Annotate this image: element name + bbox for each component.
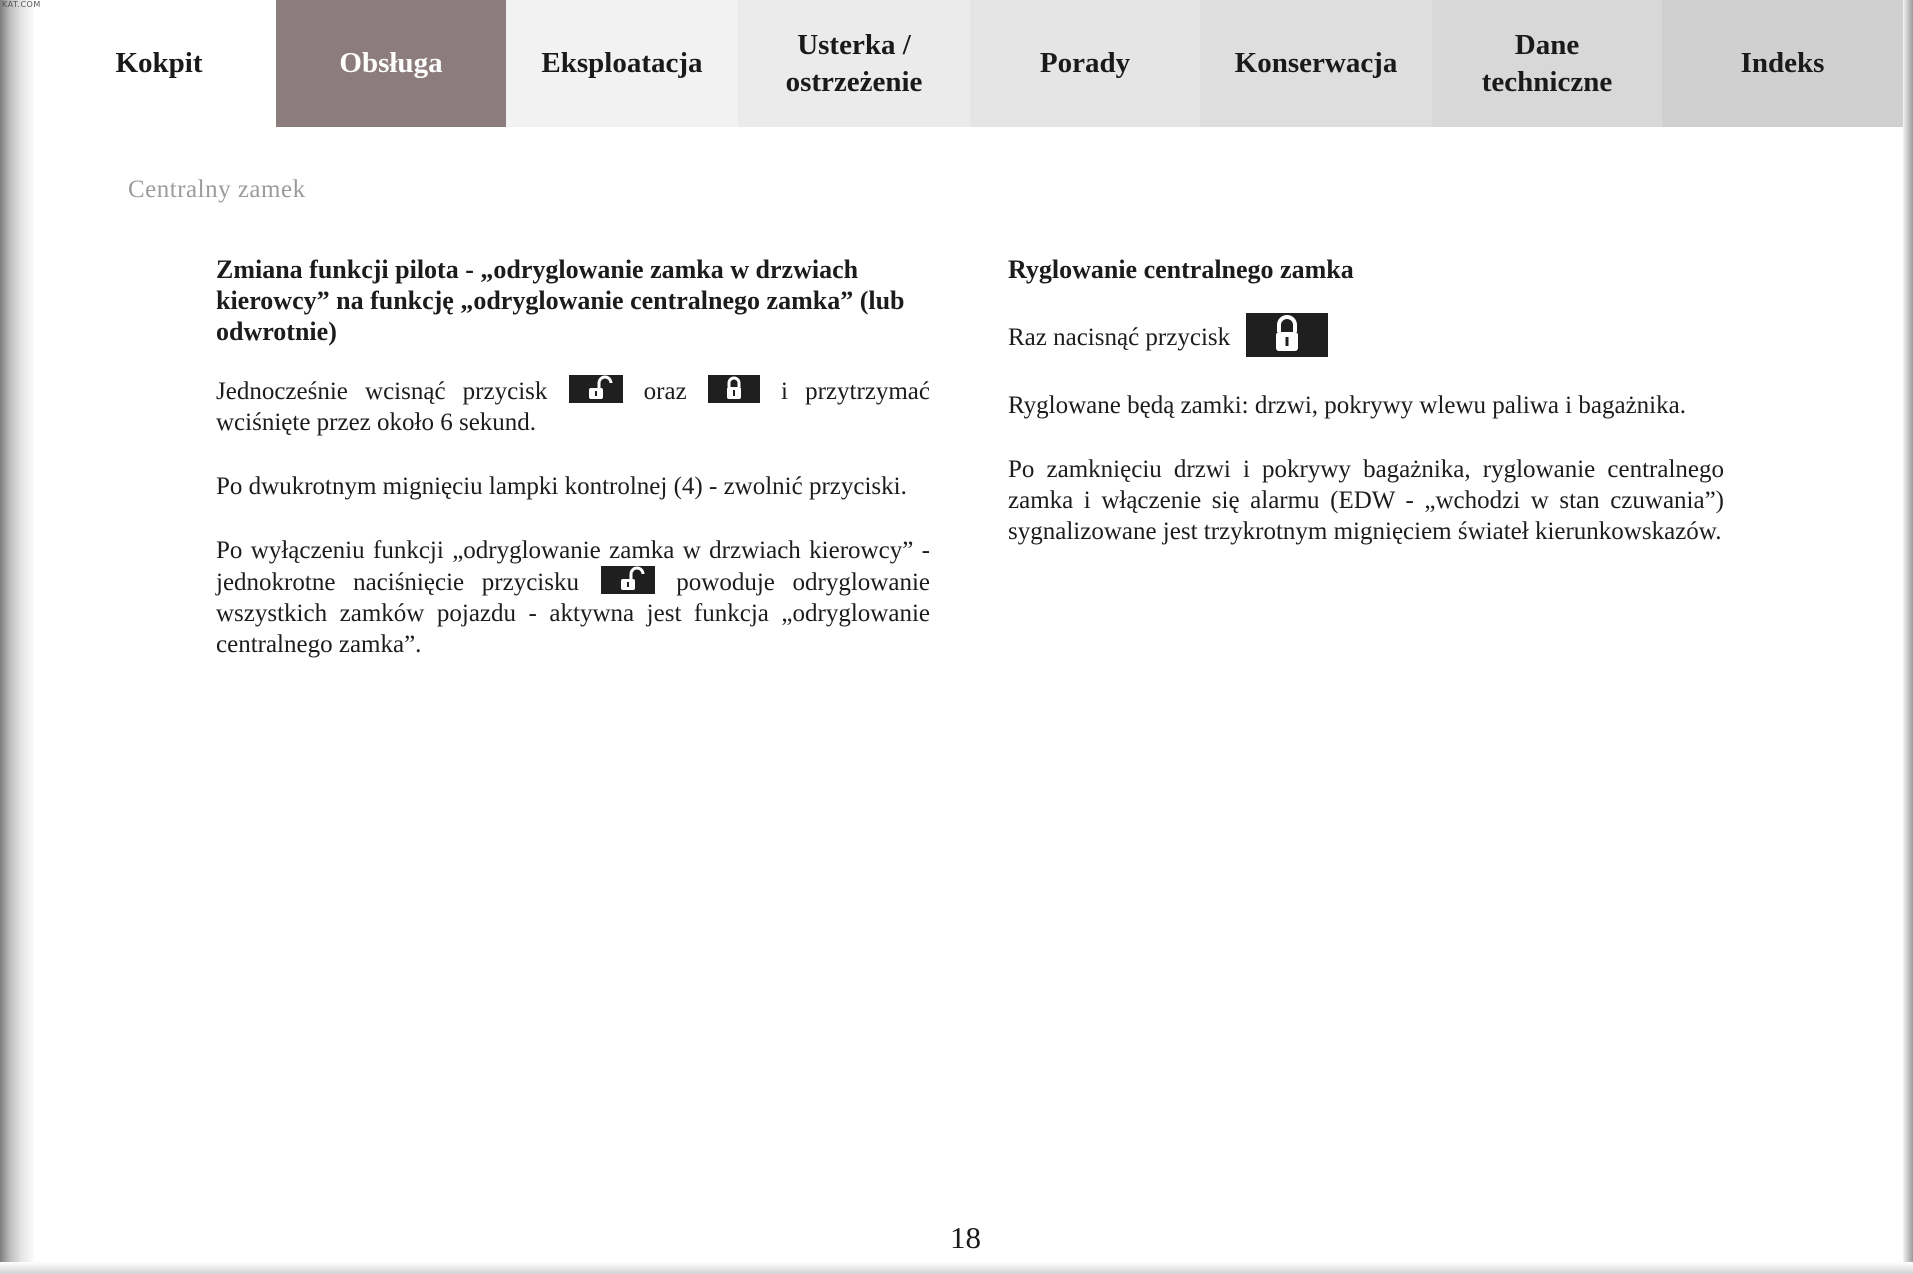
tab-label: Konserwacja bbox=[1234, 47, 1398, 80]
tab-kokpit[interactable] bbox=[42, 0, 276, 127]
tab-dane-techniczne[interactable] bbox=[1432, 0, 1662, 127]
tab-label: Porady bbox=[1039, 47, 1131, 80]
tab-obsluga[interactable] bbox=[276, 0, 506, 127]
scan-edge-right bbox=[1903, 0, 1913, 1274]
left-paragraph-1 bbox=[216, 375, 930, 438]
tab-label: Eksploatacja bbox=[541, 47, 703, 80]
scan-edge-bottom bbox=[0, 1262, 1913, 1274]
tab-label: Kokpit bbox=[115, 47, 203, 80]
tab-label: Obsługa bbox=[339, 47, 443, 80]
chapter-tabs bbox=[42, 0, 1903, 127]
tab-porady[interactable] bbox=[970, 0, 1200, 127]
right-paragraph-1 bbox=[1008, 313, 1724, 357]
padlock-closed-icon bbox=[1246, 313, 1328, 357]
padlock-open-icon bbox=[601, 566, 655, 594]
right-paragraph-3: Po zamknięciu drzwi i pokrywy bagażnika, ryglowanie centralnego zamka i włączenie się alarmu (EDW - „wchodzi w stan czuwania”) sygnalizowane jest trzykrotnym mignięciem świateł kierunkowskazów. bbox=[1008, 456, 1724, 545]
tab-label-line1: Dane bbox=[1514, 29, 1580, 62]
padlock-closed-icon bbox=[708, 375, 760, 403]
padlock-open-icon bbox=[569, 375, 623, 403]
tab-eksploatacja[interactable] bbox=[506, 0, 738, 127]
text-run: Raz nacisnąć przycisk bbox=[1008, 324, 1231, 351]
scan-edge-left bbox=[0, 0, 34, 1274]
page-number: 18 bbox=[950, 1220, 981, 1255]
tab-label-line2: ostrzeżenie bbox=[785, 65, 923, 98]
text-run: powoduje odryglowanie wszystkich zamków pojazdu - aktywna jest funkcja „odryglowanie centralnego zamka”. bbox=[216, 569, 930, 658]
left-paragraph-2: Po dwukrotnym mignięciu lampki kontrolnej (4) - zwolnić przyciski. bbox=[216, 473, 907, 500]
text-run: oraz bbox=[643, 378, 687, 405]
tab-label-line2: techniczne bbox=[1481, 65, 1613, 98]
left-column bbox=[216, 254, 930, 693]
text-run: i przytrzymać wciśnięte przez około 6 sekund. bbox=[216, 378, 930, 436]
right-paragraph-2: Ryglowane będą zamki: drzwi, pokrywy wlewu paliwa i bagażnika. bbox=[1008, 392, 1686, 419]
tab-label: Indeks bbox=[1740, 47, 1825, 80]
tab-usterka-ostrzezenie[interactable] bbox=[738, 0, 970, 127]
tab-konserwacja[interactable] bbox=[1200, 0, 1432, 127]
tab-indeks[interactable] bbox=[1662, 0, 1903, 127]
text-run: Po wyłączeniu funkcji „odryglowanie zamka w drzwiach kierowcy” - jednokrotne naciśnięcie przycisku bbox=[216, 537, 930, 596]
right-heading: Ryglowanie centralnego zamka bbox=[1008, 255, 1354, 284]
section-header: Centralny zamek bbox=[128, 176, 306, 203]
left-paragraph-3 bbox=[216, 535, 930, 660]
right-column bbox=[1008, 254, 1724, 580]
watermark: KAT.COM bbox=[2, 0, 41, 9]
left-heading: Zmiana funkcji pilota - „odryglowanie zamka w drzwiach kierowcy” na funkcję „odryglowanie centralnego zamka” (lub odwrotnie) bbox=[216, 255, 905, 346]
text-run: Jednocześnie wcisnąć przycisk bbox=[216, 378, 548, 405]
tab-label-line1: Usterka / bbox=[797, 29, 911, 62]
